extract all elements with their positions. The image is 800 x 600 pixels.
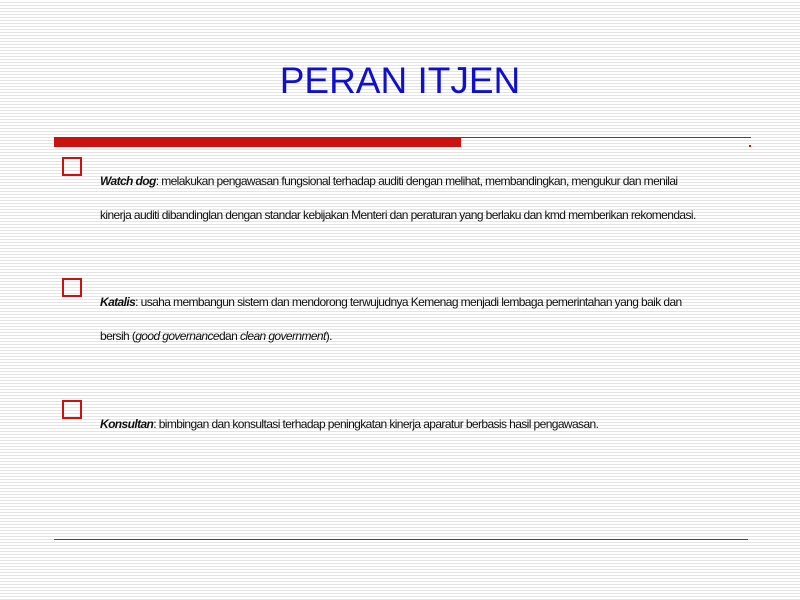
bullet-text — [100, 164, 702, 232]
bullet-italic-phrase: good governance — [135, 329, 219, 343]
bullet-description: usaha membangun sistem dan mendorong terwujudnya Kemenag menjadi lembaga pemerintahan yang baik dan bersih ( — [100, 295, 682, 343]
bullet-text — [100, 285, 702, 353]
bullet-term: Konsultan — [100, 417, 154, 431]
bullet-separator: : — [155, 174, 162, 188]
bullet-italic-phrase: clean government — [239, 329, 326, 343]
bullet-term: Katalis — [100, 295, 136, 309]
square-bullet-icon — [62, 278, 82, 297]
bullet-separator: : — [135, 295, 141, 309]
bullet-closing: ). — [325, 329, 332, 343]
bullet-text — [100, 407, 702, 441]
bullet-separator: : — [153, 417, 159, 431]
bullet-description: melakukan pengawasan fungsional terhadap auditi dengan melihat, membandingkan, mengukur dan menilai kinerja auditi dibandinglan dengan standar kebijakan Menteri dan peraturan yang berlaku dan kmd memberikan rekomendasi. — [100, 174, 696, 222]
square-bullet-icon — [62, 157, 82, 176]
bullet-joiner: dan — [218, 329, 240, 343]
bullet-term: Watch dog — [100, 174, 156, 188]
slide-title: PERAN ITJEN — [279, 60, 521, 101]
footer-divider — [54, 539, 748, 540]
square-bullet-icon — [62, 400, 82, 419]
bullet-description: bimbingan dan konsultasi terhadap peningkatan kinerja aparatur berbasis hasil pengawasan. — [158, 417, 599, 431]
